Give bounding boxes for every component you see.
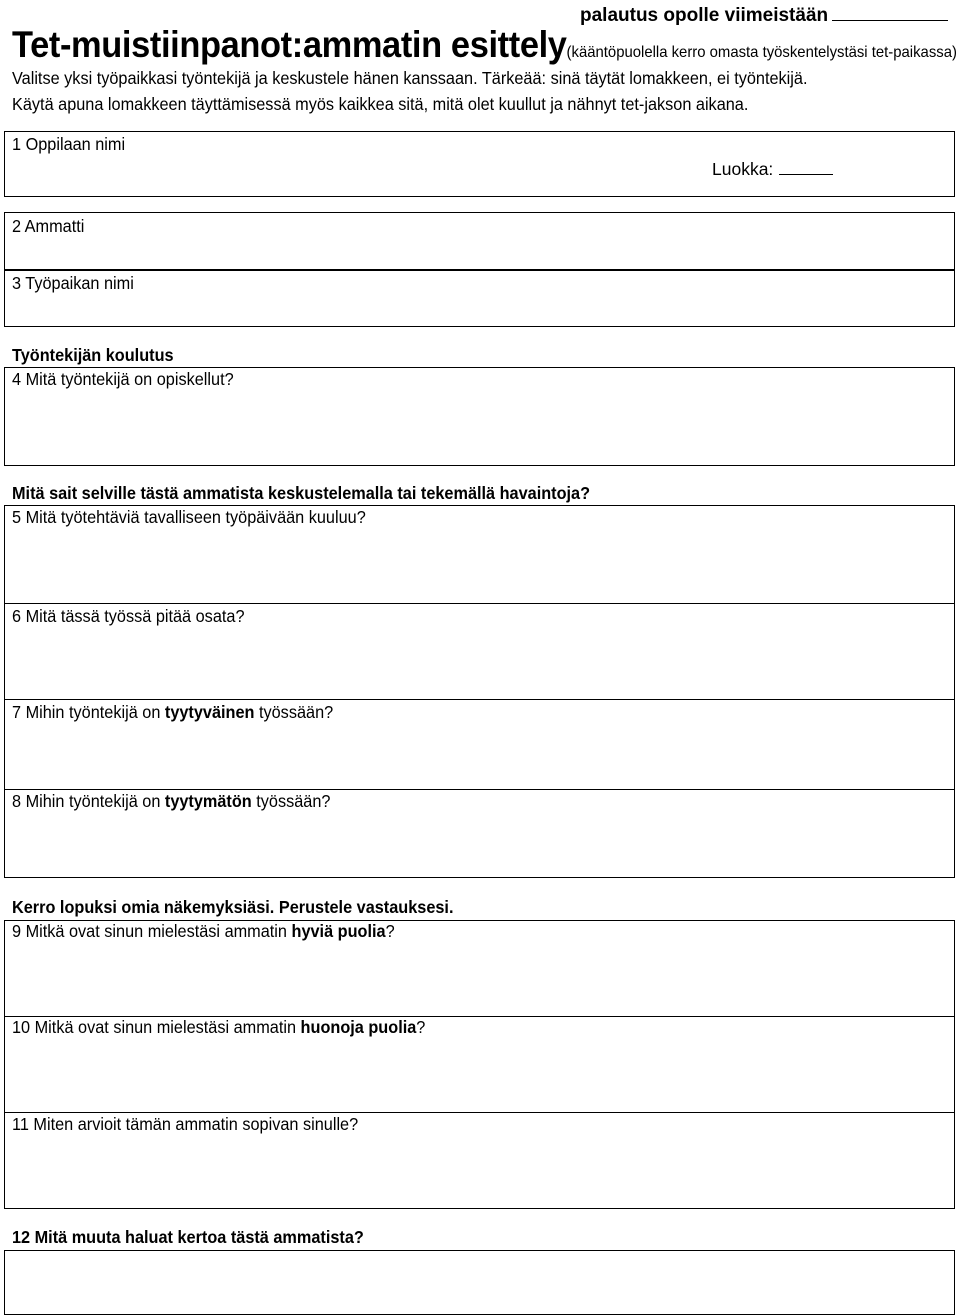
q2-label: 2 Ammatti — [12, 216, 85, 236]
page-title — [12, 24, 957, 66]
q5-label: 5 Mitä työtehtäviä tavalliseen työpäivään kuuluu? — [12, 507, 366, 527]
intro-line-1: Valitse yksi työpaikkasi työntekijä ja keskustele hänen kanssaan. Tärkeää: sinä täytät lomakkeen, ei työntekijä. — [12, 68, 808, 88]
class-label: Luokka: — [712, 159, 774, 179]
q11-label: 11 Miten arvioit tämän ammatin sopivan sinulle? — [12, 1114, 359, 1134]
deadline-blank[interactable] — [832, 2, 948, 21]
q8-label — [12, 791, 330, 812]
workplace-box[interactable] — [4, 269, 955, 327]
q7-text-bold: tyytyväinen — [164, 702, 255, 722]
q10-text-post: ? — [416, 1017, 426, 1037]
q3-label: 3 Työpaikan nimi — [12, 273, 134, 293]
section-education: Työntekijän koulutus — [12, 345, 174, 365]
q8-text-bold: tyytymätön — [164, 791, 252, 811]
q4-label: 4 Mitä työntekijä on opiskellut? — [12, 369, 234, 389]
q9-text-pre: 9 Mitkä ovat sinun mielestäsi ammatin — [12, 921, 292, 941]
q9-label — [12, 921, 395, 942]
q7-label — [12, 702, 333, 723]
q1-label: 1 Oppilaan nimi — [12, 134, 126, 154]
profession-box[interactable] — [4, 212, 955, 271]
q7-text-pre: 7 Mihin työntekijä on — [12, 702, 165, 722]
q8-text-post: työssään? — [251, 791, 331, 811]
q12-label: 12 Mitä muuta haluat kertoa tästä ammatista? — [12, 1227, 364, 1247]
class-field[interactable] — [712, 158, 833, 180]
title-text: Tet-muistiinpanot:ammatin esittely — [12, 24, 567, 65]
class-blank[interactable] — [779, 158, 833, 175]
q10-text-pre: 10 Mitkä ovat sinun mielestäsi ammatin — [12, 1017, 301, 1037]
title-note: (kääntöpuolella kerro omasta työskentelystäsi tet-paikassa) — [566, 44, 957, 61]
q8-text-pre: 8 Mihin työntekijä on — [12, 791, 165, 811]
intro-line-2: Käytä apuna lomakkeen täyttämisessä myös kaikkea sitä, mitä olet kuullut ja nähnyt tet-jakson aikana. — [12, 94, 749, 114]
section-learned: Mitä sait selville tästä ammatista keskustelemalla tai tekemällä havaintoja? — [12, 483, 591, 503]
q9-text-post: ? — [385, 921, 395, 941]
q6-label: 6 Mitä tässä työssä pitää osata? — [12, 606, 245, 626]
q7-text-post: työssään? — [254, 702, 334, 722]
q10-label — [12, 1017, 425, 1038]
deadline-label: palautus opolle viimeistään — [580, 5, 829, 26]
q9-text-bold: hyviä puolia — [291, 921, 386, 941]
section-opinions: Kerro lopuksi omia näkemyksiäsi. Perustele vastauksesi. — [12, 897, 454, 917]
q12-answer-box[interactable] — [4, 1250, 955, 1315]
q10-text-bold: huonoja puolia — [300, 1017, 417, 1037]
